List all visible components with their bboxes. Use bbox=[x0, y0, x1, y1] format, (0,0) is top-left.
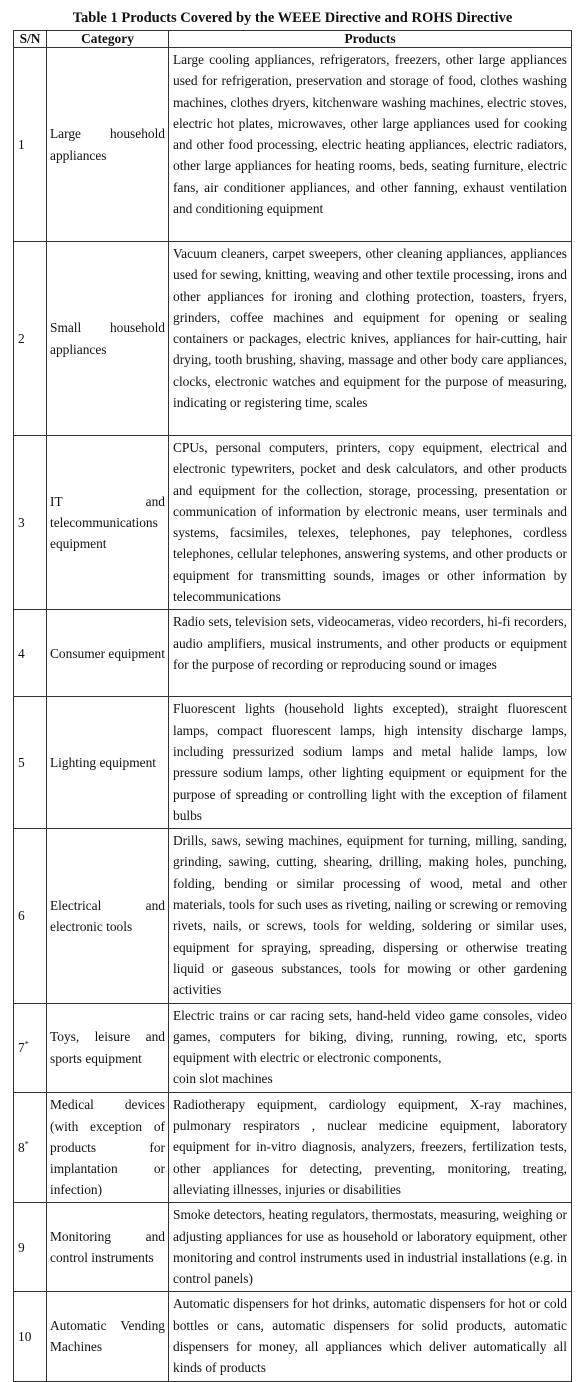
row-products: Automatic dispensers for hot drinks, automatic dispensers for hot or cold bottles or cans, automatic dispensers for solid products, automatic dispensers for money, all appliances which deliver automatically all kinds of products bbox=[169, 1292, 572, 1381]
table-header-row bbox=[14, 31, 572, 48]
header-products: Products bbox=[169, 31, 572, 48]
row-sn bbox=[14, 829, 47, 1003]
products-text: Electric trains or car racing sets, hand-held video game consoles, video games, computers for biking, diving, running, rowing, etc, sports equipment with electric or electronic components, bbox=[173, 1007, 567, 1066]
row-products: Drills, saws, sewing machines, equipment for turning, milling, sanding, grinding, sawing, cutting, shearing, drilling, making holes, punching, folding, bending or similar processing of wood, metal and other materials, tools for such uses as riveting, nailing or screwing or removing rivets, nails, or screws, tools for welding, soldering or similar uses, equipment for spraying, spreading, dispersing or otherwise treating liquid or gaseous substances, tools for mowing or other gardening activities bbox=[169, 829, 572, 1003]
table-row bbox=[14, 1292, 572, 1381]
row-sn bbox=[14, 610, 47, 697]
row-sn bbox=[14, 1203, 47, 1292]
row-category: Lighting equipment bbox=[47, 697, 169, 829]
asterisk-mark: * bbox=[24, 1039, 29, 1049]
table-row bbox=[14, 697, 572, 829]
table-row bbox=[14, 610, 572, 697]
sn-value: 10 bbox=[18, 1328, 32, 1344]
table-row bbox=[14, 242, 572, 436]
row-products: Radiotherapy equipment, cardiology equipment, X-ray machines, pulmonary respirators , nuclear medicine equipment, laboratory equipment for in-vitro diagnosis, analyzers, freezers, fertilization tests, other appliances for detecting, preventing, monitoring, treating, alleviating illnesses, injuries or disabilities bbox=[169, 1092, 572, 1202]
row-sn bbox=[14, 436, 47, 610]
row-sn bbox=[14, 1092, 47, 1202]
row-sn bbox=[14, 1003, 47, 1092]
sn-value: 8 bbox=[18, 1139, 25, 1155]
sn-value: 6 bbox=[18, 908, 25, 924]
sn-value: 9 bbox=[18, 1239, 25, 1255]
sn-value: 2 bbox=[18, 330, 25, 346]
row-sn bbox=[14, 48, 47, 242]
row-category: Monitoring and control instruments bbox=[47, 1203, 169, 1292]
table-row bbox=[14, 1003, 572, 1092]
products-table bbox=[13, 30, 572, 1382]
row-category: Small household appliances bbox=[47, 242, 169, 436]
asterisk-mark: * bbox=[24, 1139, 29, 1149]
table-row bbox=[14, 1203, 572, 1292]
table-row bbox=[14, 829, 572, 1003]
row-category: Toys, leisure and sports equipment bbox=[47, 1003, 169, 1092]
row-category: Consumer equipment bbox=[47, 610, 169, 697]
sn-value: 7 bbox=[18, 1039, 25, 1055]
table-row bbox=[14, 436, 572, 610]
row-category: Large household appliances bbox=[47, 48, 169, 242]
table-row bbox=[14, 1092, 572, 1202]
sn-value: 1 bbox=[18, 136, 25, 152]
sn-value: 5 bbox=[18, 755, 25, 771]
table-title: Table 1 Products Covered by the WEEE Directive and ROHS Directive bbox=[72, 10, 513, 26]
row-products: Fluorescent lights (household lights excepted), straight fluorescent lamps, compact fluorescent lamps, high intensity discharge lamps, including pressurized sodium lamps and metal halide lamps, low pressure sodium lamps, other lighting equipment or equipment for the purpose of spreading or controlling light with the exception of filament bulbs bbox=[169, 697, 572, 829]
row-sn bbox=[14, 697, 47, 829]
row-products bbox=[169, 1003, 572, 1092]
row-products: Radio sets, television sets, videocameras, video recorders, hi-fi recorders, audio amplifiers, musical instruments, and other products or equipment for the purpose of recording or reproducing sound or images bbox=[169, 610, 572, 697]
header-category: Category bbox=[47, 31, 169, 48]
row-products: Vacuum cleaners, carpet sweepers, other cleaning appliances, appliances used for sewing, knitting, weaving and other textile processing, irons and other appliances for ironing and clothing protection, toasters, fryers, grinders, coffee machines and equipment for opening or sealing containers or packages, electric knives, appliances for hair-cutting, hair drying, tooth brushing, shaving, massage and other body care appliances, clocks, electronic watches and equipment for the purpose of measuring, indicating or registering time, scales bbox=[169, 242, 572, 436]
row-category: IT and telecommunications equipment bbox=[47, 436, 169, 610]
row-products: CPUs, personal computers, printers, copy equipment, electrical and electronic typewriters, pocket and desk calculators, and other products and equipment for the collection, storage, processing, presentation or communication of information by electronic means, user terminals and systems, facsimiles, telexes, telephones, pay telephones, cordless telephones, cellular telephones, answering systems, and other products or equipment for transmitting sounds, images or other information by telecommunications bbox=[169, 436, 572, 610]
sn-value: 3 bbox=[18, 515, 25, 531]
header-sn: S/N bbox=[14, 31, 47, 48]
row-category: Electrical and electronic tools bbox=[47, 829, 169, 1003]
sn-value: 4 bbox=[18, 645, 25, 661]
row-category: Medical devices (with exception of products for implantation or infection) bbox=[47, 1092, 169, 1202]
row-sn bbox=[14, 1292, 47, 1381]
row-products: Smoke detectors, heating regulators, thermostats, measuring, weighing or adjusting appliances for use as household or laboratory equipment, other monitoring and control instruments used in industrial installations (e.g. in control panels) bbox=[169, 1203, 572, 1292]
row-sn bbox=[14, 242, 47, 436]
products-text-extra: coin slot machines bbox=[173, 1071, 273, 1087]
row-category: Automatic Vending Machines bbox=[47, 1292, 169, 1381]
row-products: Large cooling appliances, refrigerators, freezers, other large appliances used for refrigeration, preservation and storage of food, clothes washing machines, clothes dryers, kitchenware washing machines, electric stoves, electric hot plates, microwaves, other large appliances used for cooking and other food processing, electric heating appliances, electric radiators, other large appliances for heating rooms, beds, seating furniture, electric fans, air conditioner appliances, and other fanning, exhaust ventilation and conditioning equipment bbox=[169, 48, 572, 242]
table-row bbox=[14, 48, 572, 242]
